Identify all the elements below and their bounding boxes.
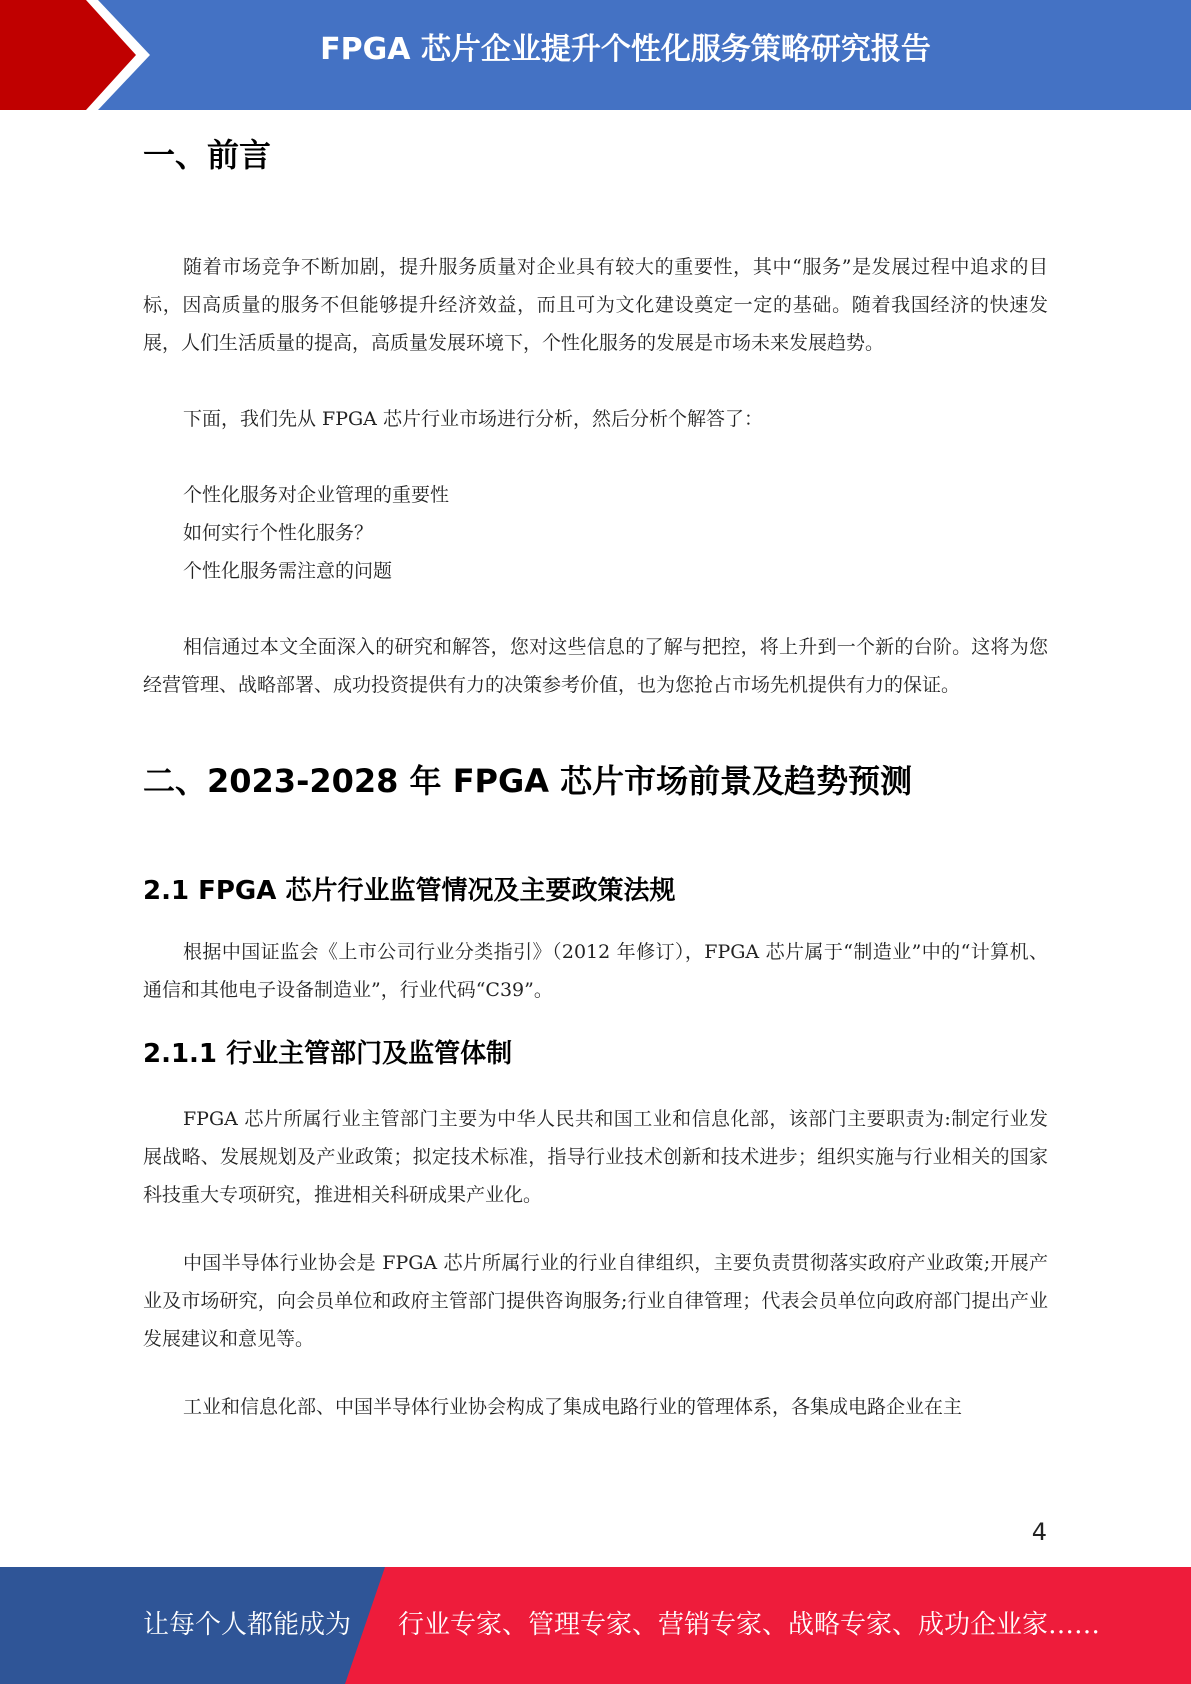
footer-slogan-right: 行业专家、管理专家、营销专家、战略专家、成功企业家…… — [398, 1610, 1101, 1640]
paragraph: 下面，我们先从 FPGA 芯片行业市场进行分析，然后分析个解答了： — [183, 408, 763, 430]
section-2-1-heading: 2.1 FPGA 芯片行业监管情况及主要政策法规 — [143, 876, 676, 906]
list-item: 个性化服务需注意的问题 — [183, 560, 393, 582]
section-2-heading: 二、2023-2028 年 FPGA 芯片市场前景及趋势预测 — [143, 762, 913, 800]
report-title: FPGA 芯片企业提升个性化服务策略研究报告 — [320, 32, 931, 67]
page-footer — [0, 1567, 1191, 1684]
paragraph: 工业和信息化部、中国半导体行业协会构成了集成电路行业的管理体系，各集成电路企业在主 — [183, 1396, 963, 1418]
list-item: 如何实行个性化服务？ — [183, 522, 374, 544]
section-2-1-1-heading: 2.1.1 行业主管部门及监管体制 — [143, 1039, 513, 1069]
section-1-heading: 一、前言 — [143, 136, 272, 174]
paragraph: FPGA 芯片所属行业主管部门主要为中华人民共和国工业和信息化部，该部门主要职责为:制定行业发展战略、发展规划及产业政策；拟定技术标准，指导行业技术创新和技术进步；组织实施与行业相关的国家科技重大专项研究，推进相关科研成果产业化。 — [143, 1108, 1048, 1206]
page-number: 4 — [1031, 1518, 1047, 1546]
paragraph: 中国半导体行业协会是 FPGA 芯片所属行业的行业自律组织，主要负责贯彻落实政府产业政策;开展产业及市场研究，向会员单位和政府主管部门提供咨询服务;行业自律管理；代表会员单位向政府部门提出产业发展建议和意见等。 — [143, 1252, 1048, 1350]
page-header — [0, 0, 1191, 110]
list-item: 个性化服务对企业管理的重要性 — [183, 484, 450, 506]
paragraph: 随着市场竞争不断加剧，提升服务质量对企业具有较大的重要性，其中“服务”是发展过程中追求的目标，因高质量的服务不但能够提升经济效益，而且可为文化建设奠定一定的基础。随着我国经济的快速发展，人们生活质量的提高，高质量发展环境下，个性化服务的发展是市场未来发展趋势。 — [143, 256, 1048, 354]
document-body — [143, 130, 1048, 1426]
footer-slogan-left: 让每个人都能成为 — [143, 1610, 352, 1640]
paragraph: 相信通过本文全面深入的研究和解答，您对这些信息的了解与把控，将上升到一个新的台阶。这将为您经营管理、战略部署、成功投资提供有力的决策参考价值，也为您抢占市场先机提供有力的保证。 — [143, 636, 1048, 696]
paragraph: 根据中国证监会《上市公司行业分类指引》（2012 年修订），FPGA 芯片属于“制造业”中的“计算机、通信和其他电子设备制造业”，行业代码“C39”。 — [143, 941, 1048, 1001]
